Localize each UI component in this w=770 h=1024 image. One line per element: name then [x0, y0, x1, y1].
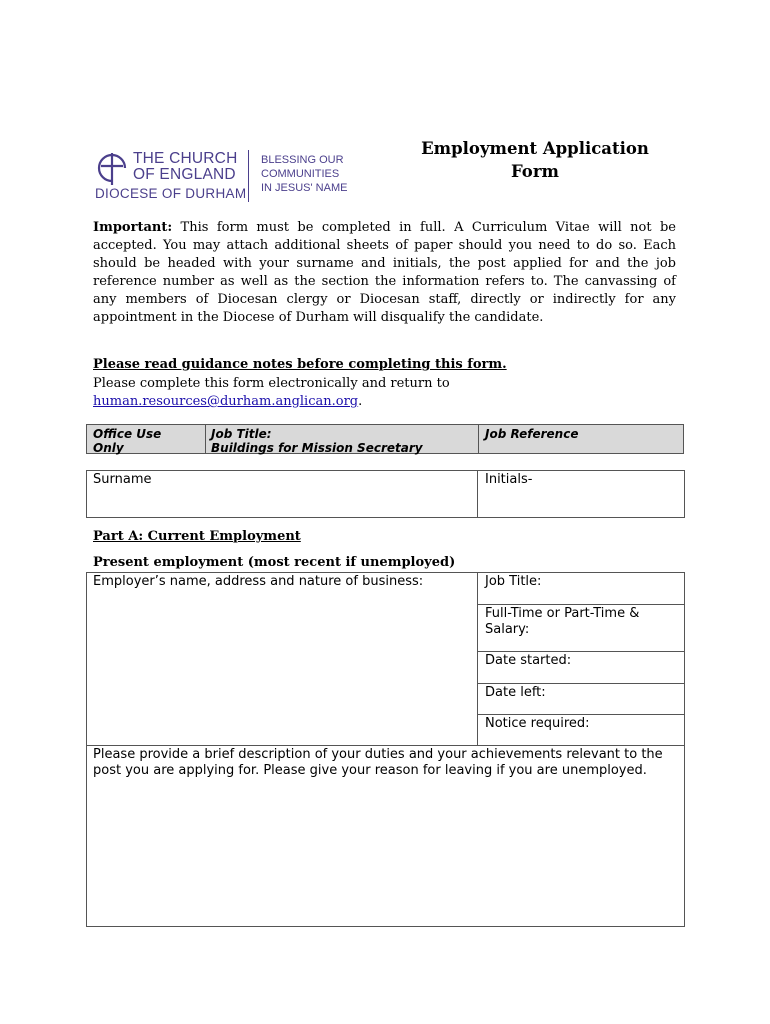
diocese-logo	[95, 150, 355, 206]
job-title-value: Buildings for Mission Secretary	[211, 441, 423, 455]
initials-label: Initials-	[485, 472, 533, 487]
hr-email-link[interactable]: human.resources@durham.anglican.org	[93, 394, 359, 409]
employer-label: Employer’s name, address and nature of business:	[93, 574, 424, 589]
logo-tagline-1: BLESSING OUR	[261, 154, 344, 166]
office-use-cell	[93, 427, 161, 455]
job-title-cell	[211, 427, 423, 455]
notice-required-field[interactable]	[477, 714, 685, 746]
logo-divider	[248, 150, 249, 202]
important-paragraph	[93, 219, 676, 327]
logo-tagline-2: COMMUNITIES	[261, 168, 340, 180]
logo-line-2: OF ENGLAND	[133, 166, 236, 183]
logo-tagline-3: IN JESUS' NAME	[261, 182, 348, 194]
complete-instructions	[93, 375, 683, 411]
date-left-field[interactable]	[477, 683, 685, 715]
office-use-table	[86, 424, 684, 454]
employer-field[interactable]	[86, 572, 478, 746]
logo-line-3: DIOCESE OF DURHAM	[95, 186, 247, 201]
present-employment-heading: Present employment (most recent if unemployed)	[93, 555, 456, 570]
job-title-field-label: Job Title:	[485, 574, 542, 589]
logo-line-1: THE CHURCH	[133, 150, 238, 167]
guidance-note: Please read guidance notes before completing this form.	[93, 357, 507, 372]
date-left-label: Date left:	[485, 685, 546, 700]
complete-end: .	[358, 394, 363, 409]
job-reference-cell: Job Reference	[485, 427, 579, 441]
page-title	[405, 137, 665, 183]
duties-label: Please provide a brief description of your duties and your achievements relevant to the post you are applying for. Please give your reason for leaving if you are unemployed.	[93, 747, 663, 778]
office-divider	[478, 425, 479, 453]
job-title-label: Job Title:	[211, 427, 272, 441]
surname-label: Surname	[93, 472, 152, 487]
title-line-1: Employment Application	[421, 139, 649, 158]
date-started-label: Date started:	[485, 653, 572, 668]
surname-field[interactable]	[86, 470, 478, 518]
title-line-2: Form	[511, 162, 559, 181]
complete-text: Please complete this form electronically and return to	[93, 376, 450, 391]
duties-field[interactable]	[86, 745, 685, 927]
office-divider	[205, 425, 206, 453]
date-started-field[interactable]	[477, 651, 685, 684]
notice-required-label: Notice required:	[485, 716, 590, 731]
fulltime-label-1: Full-Time or Part-Time &	[485, 606, 640, 621]
fulltime-salary-field[interactable]	[477, 604, 685, 652]
fulltime-label	[485, 606, 639, 638]
office-use-label-1: Office Use	[93, 427, 162, 441]
cross-in-circle-icon	[97, 153, 127, 185]
office-use-label-2: Only	[93, 441, 124, 455]
fulltime-label-2: Salary:	[485, 622, 530, 637]
part-a-heading: Part A: Current Employment	[93, 529, 301, 544]
job-title-field[interactable]	[477, 572, 685, 605]
important-label: Important:	[93, 220, 173, 235]
important-text: This form must be completed in full. A Curriculum Vitae will not be accepted. You may attach additional sheets of paper should you need to do so. Each should be headed with your surname and initials, the post applied for and the job reference number as well as the section the information refers to. The canvassing of any members of Diocesan clergy or Diocesan staff, directly or indirectly for any appointment in the Diocese of Durham will disqualify the candidate.	[93, 220, 676, 325]
initials-field[interactable]	[477, 470, 685, 518]
